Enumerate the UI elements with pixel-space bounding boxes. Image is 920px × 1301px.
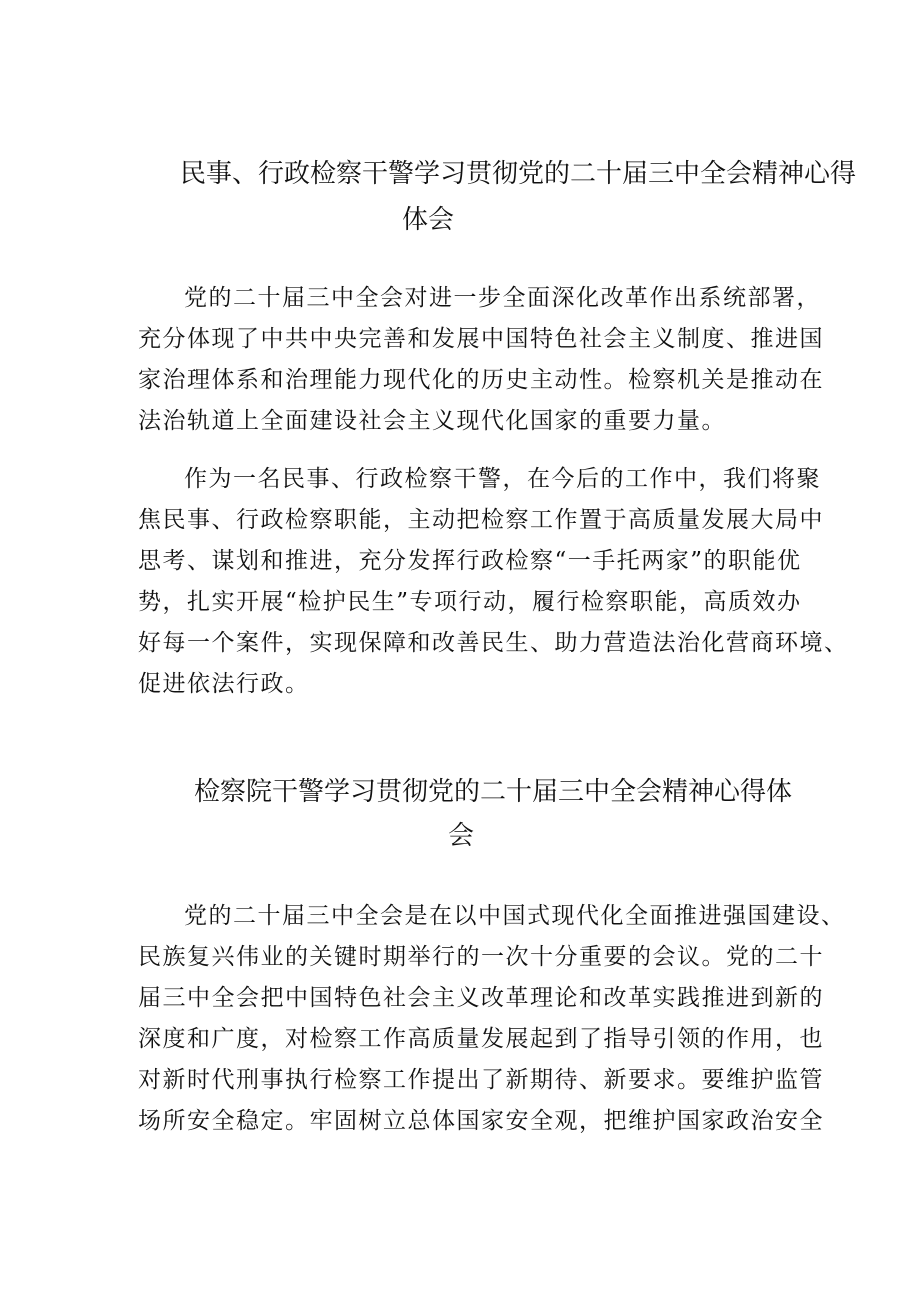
article1-title-line1: 民事、行政检察干警学习贯彻党的二十届三中全会精神心得 [180,159,857,189]
text-line: 党的二十届三中全会对进一步全面深化改革作出系统部署， [184,285,821,311]
text-line: 场所安全稳定。牢固树立总体国家安全观，把维护国家政治安全 [138,1108,824,1134]
text-line: 党的二十届三中全会是在以中国式现代化全面推进强国建设、 [184,903,846,929]
text-line: 势，扎实开展“检护民生”专项行动，履行检察职能，高质效办 [138,589,802,615]
text-line: 深度和广度，对检察工作高质量发展起到了指导引领的作用，也 [138,1026,824,1052]
text-line: 对新时代刑事执行检察工作提出了新期待、新要求。要维护监管 [138,1067,824,1093]
text-line: 思考、谋划和推进，充分发挥行政检察“一手托两家”的职能优 [138,548,802,574]
text-line: 民族复兴伟业的关键时期举行的一次十分重要的会议。党的二十 [138,944,824,970]
article2-title-line1: 检察院干警学习贯彻党的二十届三中全会精神心得体 [194,777,793,807]
text-line: 促进依法行政。 [138,671,310,697]
article2-title-line2: 会 [448,821,475,851]
text-line: 法治轨道上全面建设社会主义现代化国家的重要力量。 [138,408,726,434]
article1-paragraph-1 [138,278,824,442]
text-line: 作为一名民事、行政检察干警，在今后的工作中，我们将聚 [184,466,821,492]
article1-paragraph-2 [138,459,849,705]
text-line: 好每一个案件，实现保障和改善民生、助力营造法治化营商环境、 [138,630,849,656]
text-line: 届三中全会把中国特色社会主义改革理论和改革实践推进到新的 [138,985,824,1011]
text-line: 充分体现了中共中央完善和发展中国特色社会主义制度、推进国 [138,326,824,352]
article1-title-line2: 体会 [402,205,455,235]
text-line: 家治理体系和治理能力现代化的历史主动性。检察机关是推动在 [138,367,824,393]
article2-paragraph-1 [138,896,846,1142]
text-line: 焦民事、行政检察职能，主动把检察工作置于高质量发展大局中 [138,507,824,533]
